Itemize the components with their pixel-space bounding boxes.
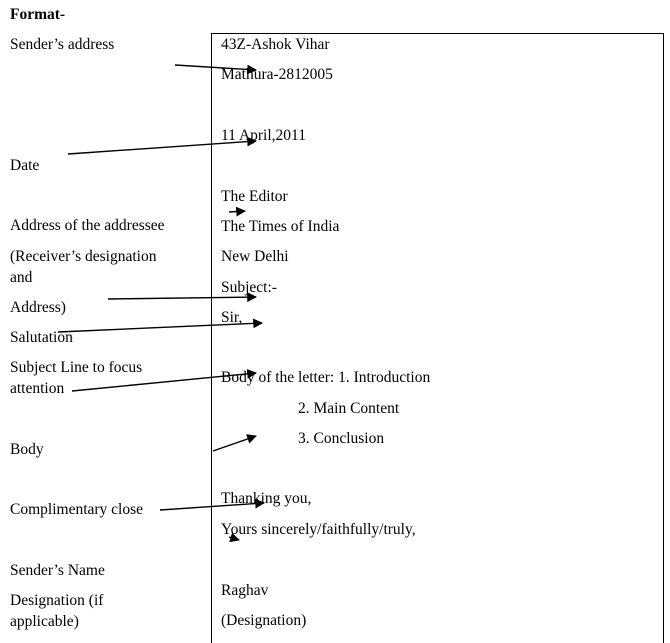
letter-designation: (Designation)	[221, 612, 307, 629]
letter-to-line1: The Editor	[221, 188, 288, 205]
label-applicable: applicable)	[10, 613, 79, 630]
label-and: and	[10, 269, 33, 286]
label-receiver-designation: (Receiver’s designation	[10, 248, 157, 265]
letter-to-line2: The Times of India	[221, 218, 340, 235]
label-sender-name: Sender’s Name	[10, 562, 105, 579]
letter-address-line2: Mathura-2812005	[221, 66, 333, 83]
label-date: Date	[10, 157, 40, 174]
label-complimentary-close: Complimentary close	[10, 501, 144, 518]
label-designation: Designation (if	[10, 592, 104, 609]
label-subject-line: Subject Line to focus	[10, 359, 143, 376]
label-addressee: Address of the addressee	[10, 217, 165, 234]
letter-close-line2: Yours sincerely/faithfully/truly,	[221, 521, 416, 538]
label-sender-address: Sender’s address	[10, 36, 115, 53]
letter-body-line3: 3. Conclusion	[298, 430, 385, 447]
letter-subject: Subject:-	[221, 279, 277, 296]
letter-to-line3: New Delhi	[221, 248, 289, 265]
letter-salutation: Sir,	[221, 309, 243, 326]
letter-close-line1: Thanking you,	[221, 490, 312, 507]
label-salutation: Salutation	[10, 329, 73, 346]
label-attention: attention	[10, 380, 65, 397]
label-body: Body	[10, 441, 44, 458]
letter-address-line1: 43Z-Ashok Vihar	[221, 36, 330, 53]
letter-box	[211, 33, 664, 643]
letter-date: 11 April,2011	[221, 127, 306, 144]
letter-name: Raghav	[221, 582, 269, 599]
letter-body-line2: 2. Main Content	[298, 400, 400, 417]
letter-body-line1: Body of the letter: 1. Introduction	[221, 369, 431, 386]
label-address-close: Address)	[10, 299, 66, 316]
format-title: Format-	[10, 6, 66, 23]
